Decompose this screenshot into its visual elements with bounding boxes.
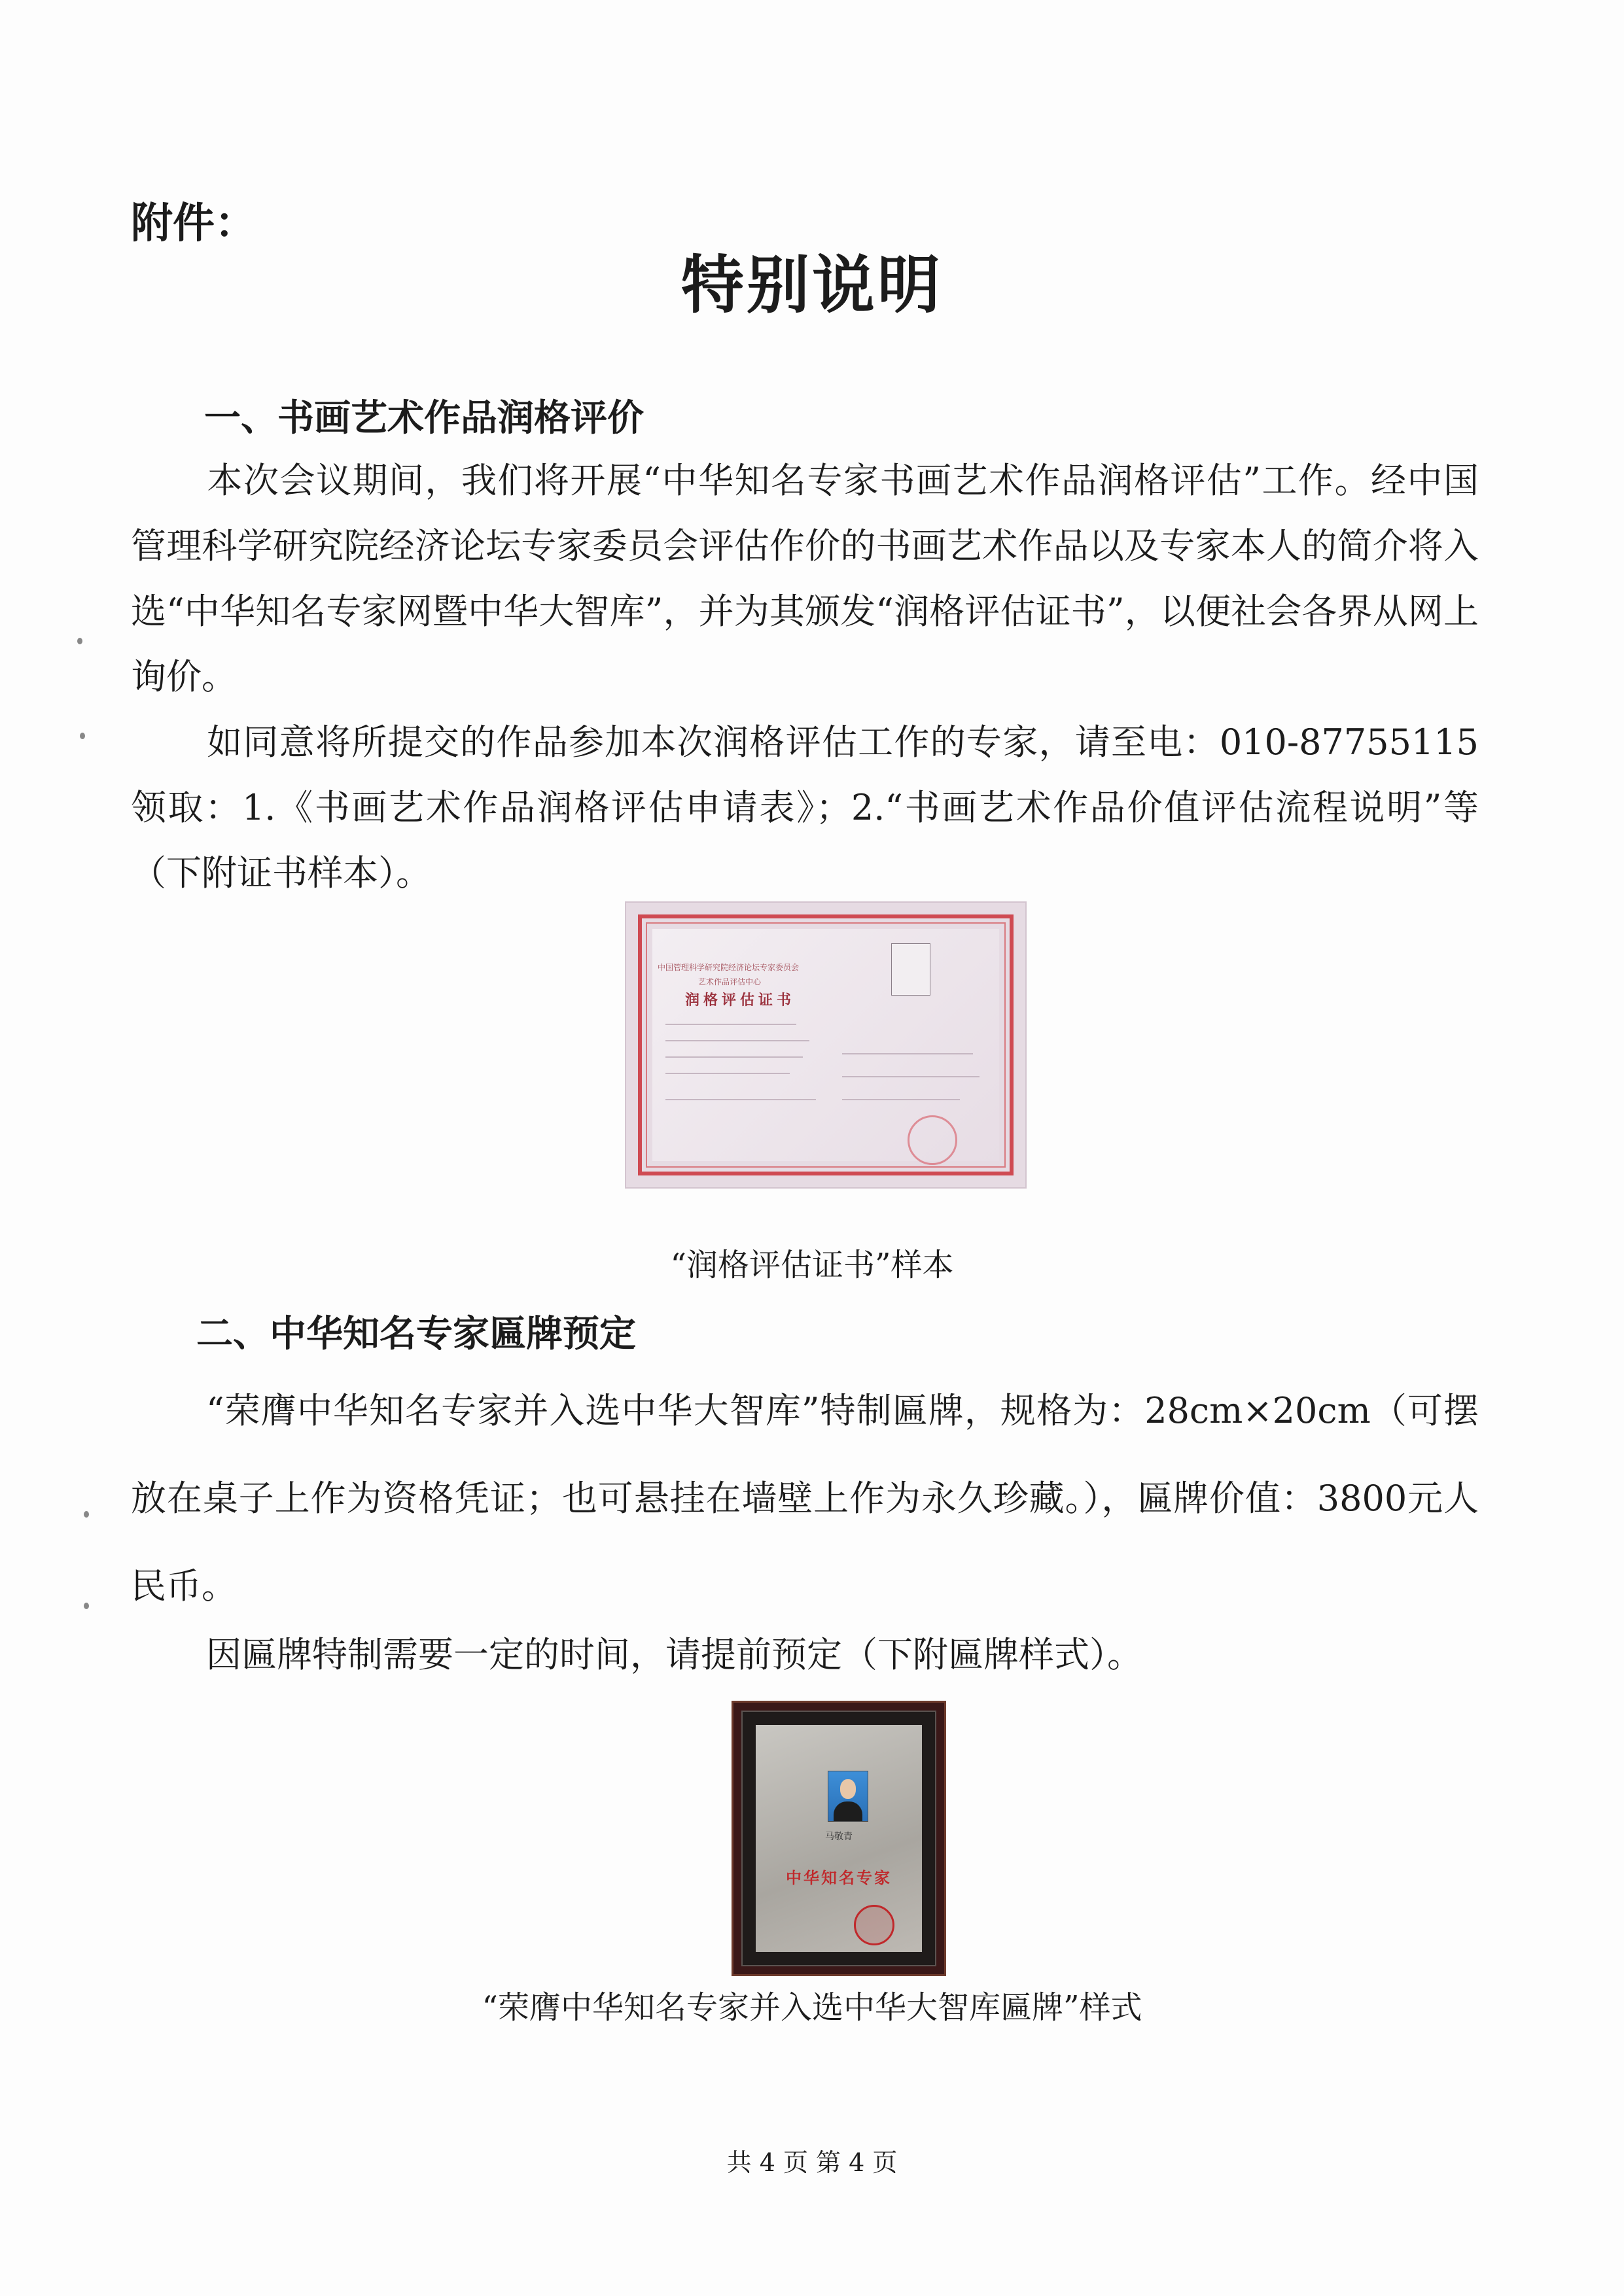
portrait-body bbox=[834, 1801, 862, 1821]
plaque-caption: “荣膺中华知名专家并入选中华大智库匾牌”样式 bbox=[482, 1989, 1142, 2026]
plaque-sample-image bbox=[732, 1701, 946, 1976]
certificate-photo-box bbox=[891, 943, 930, 996]
certificate-title: 润格评估证书 bbox=[685, 992, 796, 1009]
portrait-face bbox=[840, 1779, 856, 1799]
page-footer: 共 4 页 第 4 页 bbox=[726, 2148, 898, 2177]
section2-paragraph-1-text: “荣膺中华知名专家并入选中华大智库”特制匾牌，规格为：28cm×20cm（可摆放在桌子上作为资格凭证；也可悬挂在墙壁上作为永久珍藏。），匾牌价值：3800元人民币。 bbox=[131, 1390, 1479, 1607]
attachment-label: 附件： bbox=[131, 200, 256, 248]
certificate-text-line bbox=[842, 1099, 960, 1100]
certificate-sample-image bbox=[625, 901, 1027, 1189]
certificate-text-line bbox=[665, 1040, 809, 1041]
scan-mark bbox=[84, 1603, 89, 1609]
section2-paragraph-2-text: 因匾牌特制需要一定的时间，请提前预定（下附匾牌样式）。 bbox=[206, 1634, 1142, 1675]
certificate-center: 艺术作品评估中心 bbox=[698, 977, 762, 986]
plaque-portrait bbox=[828, 1771, 868, 1822]
certificate-text-line bbox=[665, 1099, 816, 1100]
scan-mark bbox=[84, 1511, 89, 1518]
section1-paragraph-1-text: 本次会议期间，我们将开展“中华知名专家书画艺术作品润格评估”工作。经中国管理科学研究院经济论坛专家委员会评估作价的书画艺术作品以及专家本人的简介将入选“中华知名专家网暨中华大智库”，并为其颁发“润格评估证书”，以便社会各界从网上询价。 bbox=[131, 460, 1479, 697]
certificate-text-line bbox=[665, 1056, 803, 1058]
plaque-board bbox=[756, 1725, 922, 1952]
scan-mark bbox=[80, 733, 85, 739]
section2-paragraph-1 bbox=[131, 1367, 1479, 1630]
certificate-seal bbox=[908, 1115, 957, 1165]
certificate-caption: “润格评估证书”样本 bbox=[670, 1247, 954, 1283]
certificate-text-line bbox=[665, 1024, 796, 1025]
certificate-text-line bbox=[665, 1073, 790, 1074]
section1-heading: 一、书画艺术作品润格评价 bbox=[204, 397, 644, 440]
section2-paragraph-2 bbox=[131, 1622, 1479, 1688]
certificate-issuer: 中国管理科学研究院经济论坛专家委员会 bbox=[658, 963, 800, 972]
section2-heading: 二、中华知名专家匾牌预定 bbox=[196, 1313, 636, 1355]
certificate-text-line bbox=[842, 1053, 973, 1054]
plaque-title: 中华知名专家 bbox=[786, 1869, 892, 1887]
scan-mark bbox=[77, 638, 82, 644]
plaque-name: 马敬青 bbox=[825, 1832, 853, 1842]
certificate-text-line bbox=[842, 1076, 980, 1077]
section1-paragraph-2 bbox=[131, 710, 1479, 906]
section1-paragraph-2-text: 如同意将所提交的作品参加本次润格评估工作的专家，请至电：010-87755115领取：1.《书画艺术作品润格评估申请表》；2.“书画艺术作品价值评估流程说明”等（下附证书样本）。 bbox=[131, 722, 1479, 894]
page-title: 特别说明 bbox=[681, 249, 943, 322]
plaque-seal bbox=[854, 1905, 894, 1945]
section1-paragraph-1 bbox=[131, 448, 1479, 710]
